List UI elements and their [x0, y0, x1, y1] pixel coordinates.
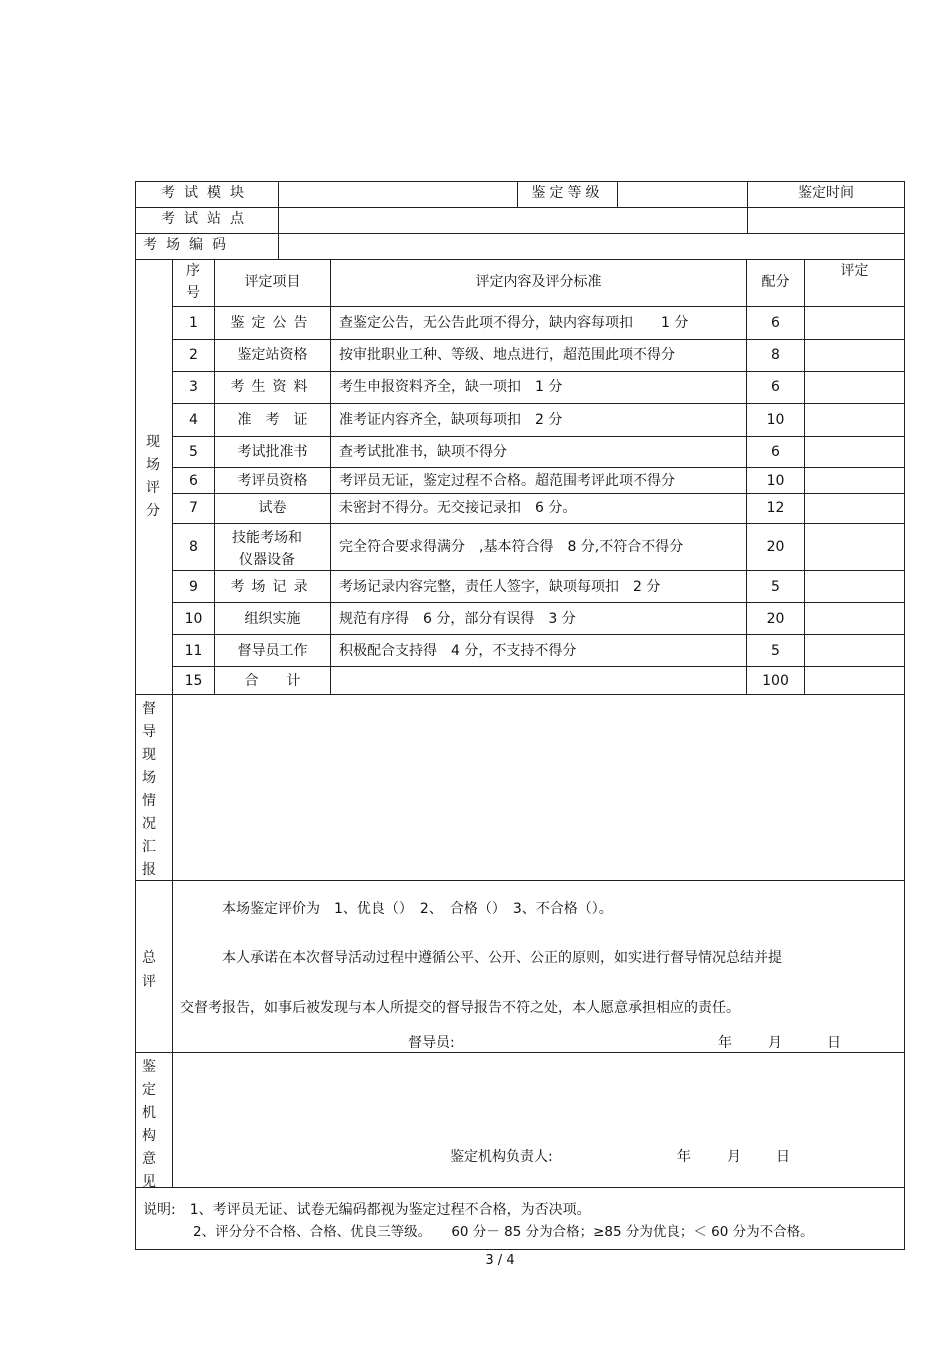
time-value[interactable] — [748, 209, 904, 232]
col-rating-header: 评定 — [840, 263, 869, 279]
row-seq: 10 — [184, 611, 203, 627]
rule — [172, 634, 905, 635]
row-item: 准 考 证 — [237, 412, 308, 428]
module-label: 考试模块 — [161, 185, 253, 201]
row-criteria: 规范有序得 6 分，部分有误得 3 分 — [339, 611, 576, 627]
row-item: 考评员资格 — [237, 473, 308, 489]
station-label: 考试站点 — [161, 211, 253, 227]
summary-evaluation: 本场鉴定评价为 1、优良（） 2、 合格（） 3、不合格（）。 — [222, 901, 613, 917]
row-seq: 6 — [189, 473, 198, 489]
total-rating[interactable] — [806, 668, 904, 693]
row-points: 5 — [771, 579, 780, 595]
row-rating[interactable] — [806, 495, 904, 522]
agency-opinion-textarea[interactable] — [174, 1054, 903, 1134]
supervisor-signature-label: 督导员: — [408, 1035, 455, 1051]
row-criteria: 按审批职业工种、等级、地点进行，超范围此项不得分 — [339, 347, 675, 363]
rule — [172, 602, 905, 603]
rule — [172, 259, 173, 1187]
summary-pledge-1: 本人承诺在本次督导活动过程中遵循公平、公开、公正的原则，如实进行督导情况总结并提 — [222, 950, 782, 966]
row-rating[interactable] — [806, 604, 904, 633]
rule — [804, 259, 805, 694]
row-item: 考场记录 — [230, 579, 315, 595]
rule — [172, 371, 905, 372]
row-item: 鉴定站资格 — [237, 347, 308, 363]
rule — [135, 233, 905, 234]
row-seq: 2 — [189, 347, 198, 363]
row-rating[interactable] — [806, 438, 904, 466]
row-points: 10 — [766, 412, 785, 428]
row-item: 组织实施 — [244, 611, 301, 627]
row-criteria: 考生申报资料齐全，缺一项扣 1 分 — [339, 379, 563, 395]
row-item: 考试批准书 — [237, 444, 308, 460]
rule — [135, 181, 905, 182]
row-item: 考生资料 — [230, 379, 315, 395]
summary-pledge-2: 交督考报告，如事后被发现与本人所提交的督导报告不符之处，本人愿意承担相应的责任。 — [180, 1000, 740, 1016]
row-criteria: 积极配合支持得 4 分，不支持不得分 — [339, 643, 577, 659]
total-points: 100 — [762, 673, 789, 689]
rule — [135, 880, 905, 881]
summary-side-label: 总评 — [142, 950, 156, 990]
row-rating[interactable] — [806, 405, 904, 435]
rule — [172, 523, 905, 524]
row-seq: 7 — [189, 500, 198, 516]
station-value[interactable] — [279, 209, 746, 232]
row-points: 10 — [766, 473, 785, 489]
total-seq: 15 — [184, 673, 203, 689]
row-criteria: 查鉴定公告，无公告此项不得分，缺内容每项扣 1 分 — [339, 315, 689, 331]
agency-day-label: 日 — [776, 1149, 790, 1165]
agency-year-label: 年 — [677, 1149, 691, 1165]
row-rating[interactable] — [806, 341, 904, 370]
row-seq: 11 — [184, 643, 203, 659]
agency-month-label: 月 — [727, 1149, 741, 1165]
row-rating[interactable] — [806, 308, 904, 338]
room-value[interactable] — [279, 235, 904, 258]
rule — [172, 436, 905, 437]
level-value[interactable] — [618, 183, 746, 206]
row-criteria: 考评员无证，鉴定过程不合格。超范围考评此项不得分 — [339, 473, 675, 489]
rule — [135, 694, 905, 695]
total-label: 合 计 — [244, 673, 301, 689]
row-rating[interactable] — [806, 572, 904, 601]
row-criteria: 查考试批准书，缺项不得分 — [339, 444, 507, 460]
summary-day-label: 日 — [827, 1035, 841, 1051]
level-label: 鉴定等级 — [531, 185, 604, 201]
note-line-1: 说明: 1、考评员无证、试卷无编码都视为鉴定过程不合格，为否决项。 — [143, 1202, 591, 1218]
col-criteria-header: 评定内容及评分标准 — [475, 274, 602, 290]
row-criteria: 完全符合要求得满分 ,基本符合得 8 分,不符合不得分 — [339, 539, 684, 555]
rule — [172, 666, 905, 667]
row-rating[interactable] — [806, 636, 904, 665]
row-points: 8 — [771, 347, 780, 363]
row-item: 试卷 — [258, 500, 287, 516]
rule — [172, 467, 905, 468]
row-criteria: 准考证内容齐全，缺项每项扣 2 分 — [339, 412, 563, 428]
row-points: 5 — [771, 643, 780, 659]
rule — [172, 339, 905, 340]
row-item: 鉴定公告 — [230, 315, 315, 331]
row-item: 技能考场和仪器设备 — [232, 530, 302, 568]
col-points-header: 配分 — [761, 274, 790, 290]
page-number: 3 / 4 — [485, 1253, 515, 1268]
time-label: 鉴定时间 — [798, 185, 854, 201]
rule — [172, 306, 905, 307]
row-points: 20 — [766, 539, 785, 555]
agency-side-label: 鉴定机构意见 — [142, 1059, 156, 1190]
col-item-header: 评定项目 — [244, 274, 301, 290]
rule — [904, 181, 905, 1250]
row-seq: 4 — [189, 412, 198, 428]
row-seq: 9 — [189, 579, 198, 595]
row-points: 6 — [771, 379, 780, 395]
report-side-label: 督导现场情况汇报 — [142, 701, 156, 878]
rule — [330, 259, 331, 694]
row-points: 20 — [766, 611, 785, 627]
summary-year-label: 年 — [718, 1035, 732, 1051]
row-points: 12 — [766, 500, 785, 516]
summary-month-label: 月 — [768, 1035, 782, 1051]
row-seq: 5 — [189, 444, 198, 460]
note-line-2: 2、评分分不合格、合格、优良三等级。 60 分－ 85 分为合格；≥85 分为优良；＜ 60 分为不合格。 — [193, 1224, 814, 1240]
rule — [135, 207, 905, 208]
scoring-side-label: 现场评分 — [146, 434, 160, 519]
row-seq: 8 — [189, 539, 198, 555]
rule — [135, 181, 136, 1250]
rule — [135, 1187, 905, 1188]
row-item: 督导员工作 — [237, 643, 308, 659]
rule — [135, 1052, 905, 1053]
row-seq: 1 — [189, 315, 198, 331]
rule — [135, 1249, 905, 1250]
report-textarea[interactable] — [174, 696, 903, 879]
rule — [135, 259, 905, 260]
agency-signature-label: 鉴定机构负责人: — [450, 1149, 553, 1165]
rule — [172, 403, 905, 404]
row-rating[interactable] — [806, 469, 904, 492]
row-rating[interactable] — [806, 373, 904, 402]
room-label: 考场编码 — [143, 237, 235, 253]
module-value[interactable] — [279, 183, 516, 206]
rule — [172, 493, 905, 494]
row-criteria: 考场记录内容完整，责任人签字，缺项每项扣 2 分 — [339, 579, 661, 595]
row-rating[interactable] — [806, 525, 904, 569]
row-points: 6 — [771, 444, 780, 460]
row-points: 6 — [771, 315, 780, 331]
row-seq: 3 — [189, 379, 198, 395]
col-seq-header: 序号 — [186, 263, 200, 301]
row-criteria: 未密封不得分。无交接记录扣 6 分。 — [339, 500, 577, 516]
